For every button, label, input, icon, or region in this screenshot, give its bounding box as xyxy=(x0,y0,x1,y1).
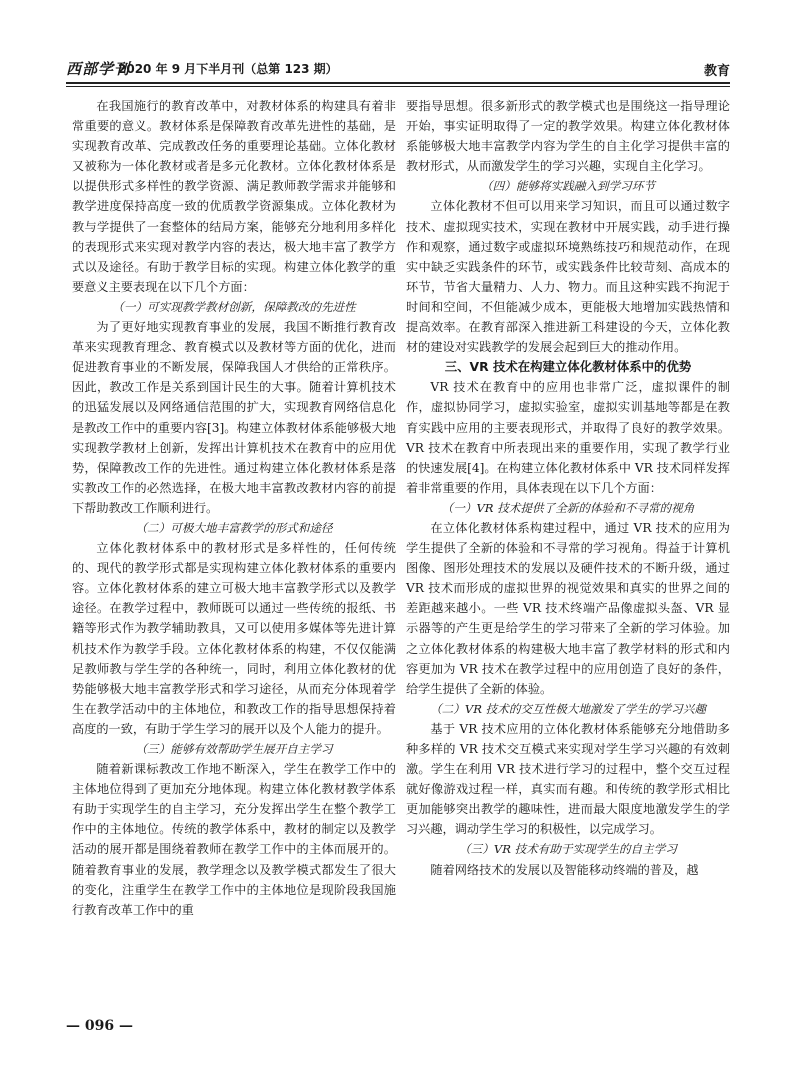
section-label: 教育 xyxy=(703,64,730,79)
subsection-heading: （四）能够将实践融入到学习环节 xyxy=(481,179,655,194)
page-number: — 096 — xyxy=(66,1018,133,1034)
left-column xyxy=(72,96,396,920)
paragraph: 随着新课标教改工作地不断深入，学生在教学工作中的主体地位得到了更加充分地体现。构建立体化教材教学体系有助于实现学生的自主学习，充分发挥出学生在整个教学工作中的主体地位。传统的教学体系中，教材的制定以及教学活动的展开都是围绕着教师在教学工作中的主体而展开的。随着教育事业的发展，教学理念以及教学模式都发生了很大的变化，注重学生在教学工作中的主体地位是现阶段我国施行教育改革工作中的重 xyxy=(72,762,396,917)
paragraph: 立体化教材体系中的教材形式是多样性的，任何传统的、现代的教学形式都是实现构建立体化教材体系的重要内容。立体化教材体系的建立可极大地丰富教学形式以及教学途径。在教学过程中，教师既可以通过一些传统的报纸、书籍等形式作为教学辅助教具，又可以使用多媒体等先进计算机技术作为教学手段。立体化教材体系的构建，不仅仅能满足教师教与学生学的各种统一，同时，利用立体化教材的优势能够极大地丰富教学形式和学习途径，从而充分体现着学生在教学活动中的主体地位，和教改工作的指导思想保持着高度的一致，有助于学生学习的展开以及个人能力的提升。 xyxy=(72,541,396,736)
section-heading: 三、VR 技术在构建立体化教材体系中的优势 xyxy=(444,359,692,375)
subsection-heading: （二）可极大地丰富教学的形式和途径 xyxy=(135,520,333,535)
paragraph: 在立体化教材体系构建过程中，通过 VR 技术的应用为学生提供了全新的体验和不寻常的学习视角。得益于计算机图像、图形处理技术的发展以及硬件技术的不断升级，通过 VR 技术而形成的虚拟世界的视觉效果和真实的世界之间的差距越来越小。一些 VR 技术终端产品像虚拟头盔、VR 显示器等的产生更是给学生的学习带来了全新的学习体验。加之立体化教材体系的构建极大地丰富了教学材料的形式和内容更加为 VR 技术在教学过程中的应用创造了良好的条件，给学生提供了全新的体验。 xyxy=(406,520,730,696)
paragraph: 基于 VR 技术应用的立体化教材体系能够充分地借助多种多样的 VR 技术交互模式来实现对学生学习兴趣的有效刺激。学生在利用 VR 技术进行学习的过程中，整个交互过程就好像游戏过程一样，真实而有趣。和传统的教学形式相比更加能够突出教学的趣味性，进而最大限度地激发学生的学习兴趣，调动学生学习的积极性，以完成学习。 xyxy=(406,721,730,837)
issue-info: 2020 年 9 月下半月刊（总第 123 期） xyxy=(118,62,338,76)
subsection-heading: （三）VR 技术有助于实现学生的自主学习 xyxy=(459,842,677,857)
paragraph: 随着网络技术的发展以及智能移动终端的普及，越 xyxy=(430,862,699,877)
subsection-heading: （二）VR 技术的交互性极大地激发了学生的学习兴趣 xyxy=(430,701,706,716)
right-column xyxy=(406,96,730,880)
paragraph: 在我国施行的教育改革中，对教材体系的构建具有着非常重要的意义。教材体系是保障教育改革先进性的基础，是实现教育改革、完成教改任务的重要理论基础。立体化教材又被称为一体化教材或者是多元化教材。立体化教材体系是以提供形式多样性的教学资源、满足教师教学需求并能够和教学进度保持高度一致的优质教学资源集成。立体化教材为教与学提供了一套整体的结局方案，能够充分地利用多样化的表现形式来实现对教学内容的表达，极大地丰富了教学方式以及途径。有助于教学目标的实现。构建立体化教学的重要意义主要表现在以下几个方面： xyxy=(72,99,396,294)
paragraph: 为了更好地实现教育事业的发展，我国不断推行教育改革来实现教育理念、教育模式以及教材等方面的优化，进而促进教育事业的不断发展，保障我国人才供给的正常秩序。因此，教改工作是关系到国计民生的大事。随着计算机技术的迅猛发展以及网络通信范围的扩大，实现教育网络信息化是教改工作中的重要内容[3]。构建立体教材体系能够极大地实现教学教材上创新，发挥出计算机技术在教育中的应用优势，保障教改工作的先进性。通过构建立体化教材体系是落实教改工作的必然选择，在极大地丰富教改教材内容的前提下帮助教改工作顺利进行。 xyxy=(72,320,396,515)
paragraph: VR 技术在教育中的应用也非常广泛，虚拟课件的制作，虚拟协同学习，虚拟实验室，虚拟实训基地等都是在教育实践中应用的主要表现形式，并取得了良好的教学效果。VR 技术在教育中所表现出来的重要作用，实现了教学行业的快速发展[4]。在构建立体化教材体系中 VR 技术同样发挥着非常重要的作用，具体表现在以下几个方面： xyxy=(406,380,730,495)
header-rule xyxy=(66,82,730,84)
paragraph: 要指导思想。很多新形式的教学模式也是围绕这一指导理论开始，事实证明取得了一定的教学效果。构建立体化教材体系能够极大地丰富教学内容为学生的自主化学习提供丰富的教材形式，从而激发学生的学习兴趣，实现自主化学习。 xyxy=(406,99,730,174)
subsection-heading: （三）能够有效帮助学生展开自主学习 xyxy=(135,742,333,756)
header-rule-thin xyxy=(66,86,730,87)
journal-logo: 西部学刊 xyxy=(66,60,131,78)
subsection-heading: （一）VR 技术提供了全新的体验和不寻常的视角 xyxy=(441,500,695,515)
paragraph: 立体化教材不但可以用来学习知识，而且可以通过数字技术、虚拟现实技术，实现在教材中开展实践，动手进行操作和观察，通过数字或虚拟环境熟练技巧和规范动作，在现实中缺乏实践条件的环节，或实践条件比较苛刻、高成本的环节，节省大量精力、人力、物力。而且这种实践不拘泥于时间和空间，不但能减少成本，更能极大地增加实践热情和提高效率。在教育部深入推进新工科建设的今天，立体化教材的建设对实践教学的发展会起到巨大的推动作用。 xyxy=(406,199,730,355)
page-header xyxy=(66,56,730,80)
subsection-heading: （一）可实现教学教材创新，保障教改的先进性 xyxy=(112,299,356,314)
